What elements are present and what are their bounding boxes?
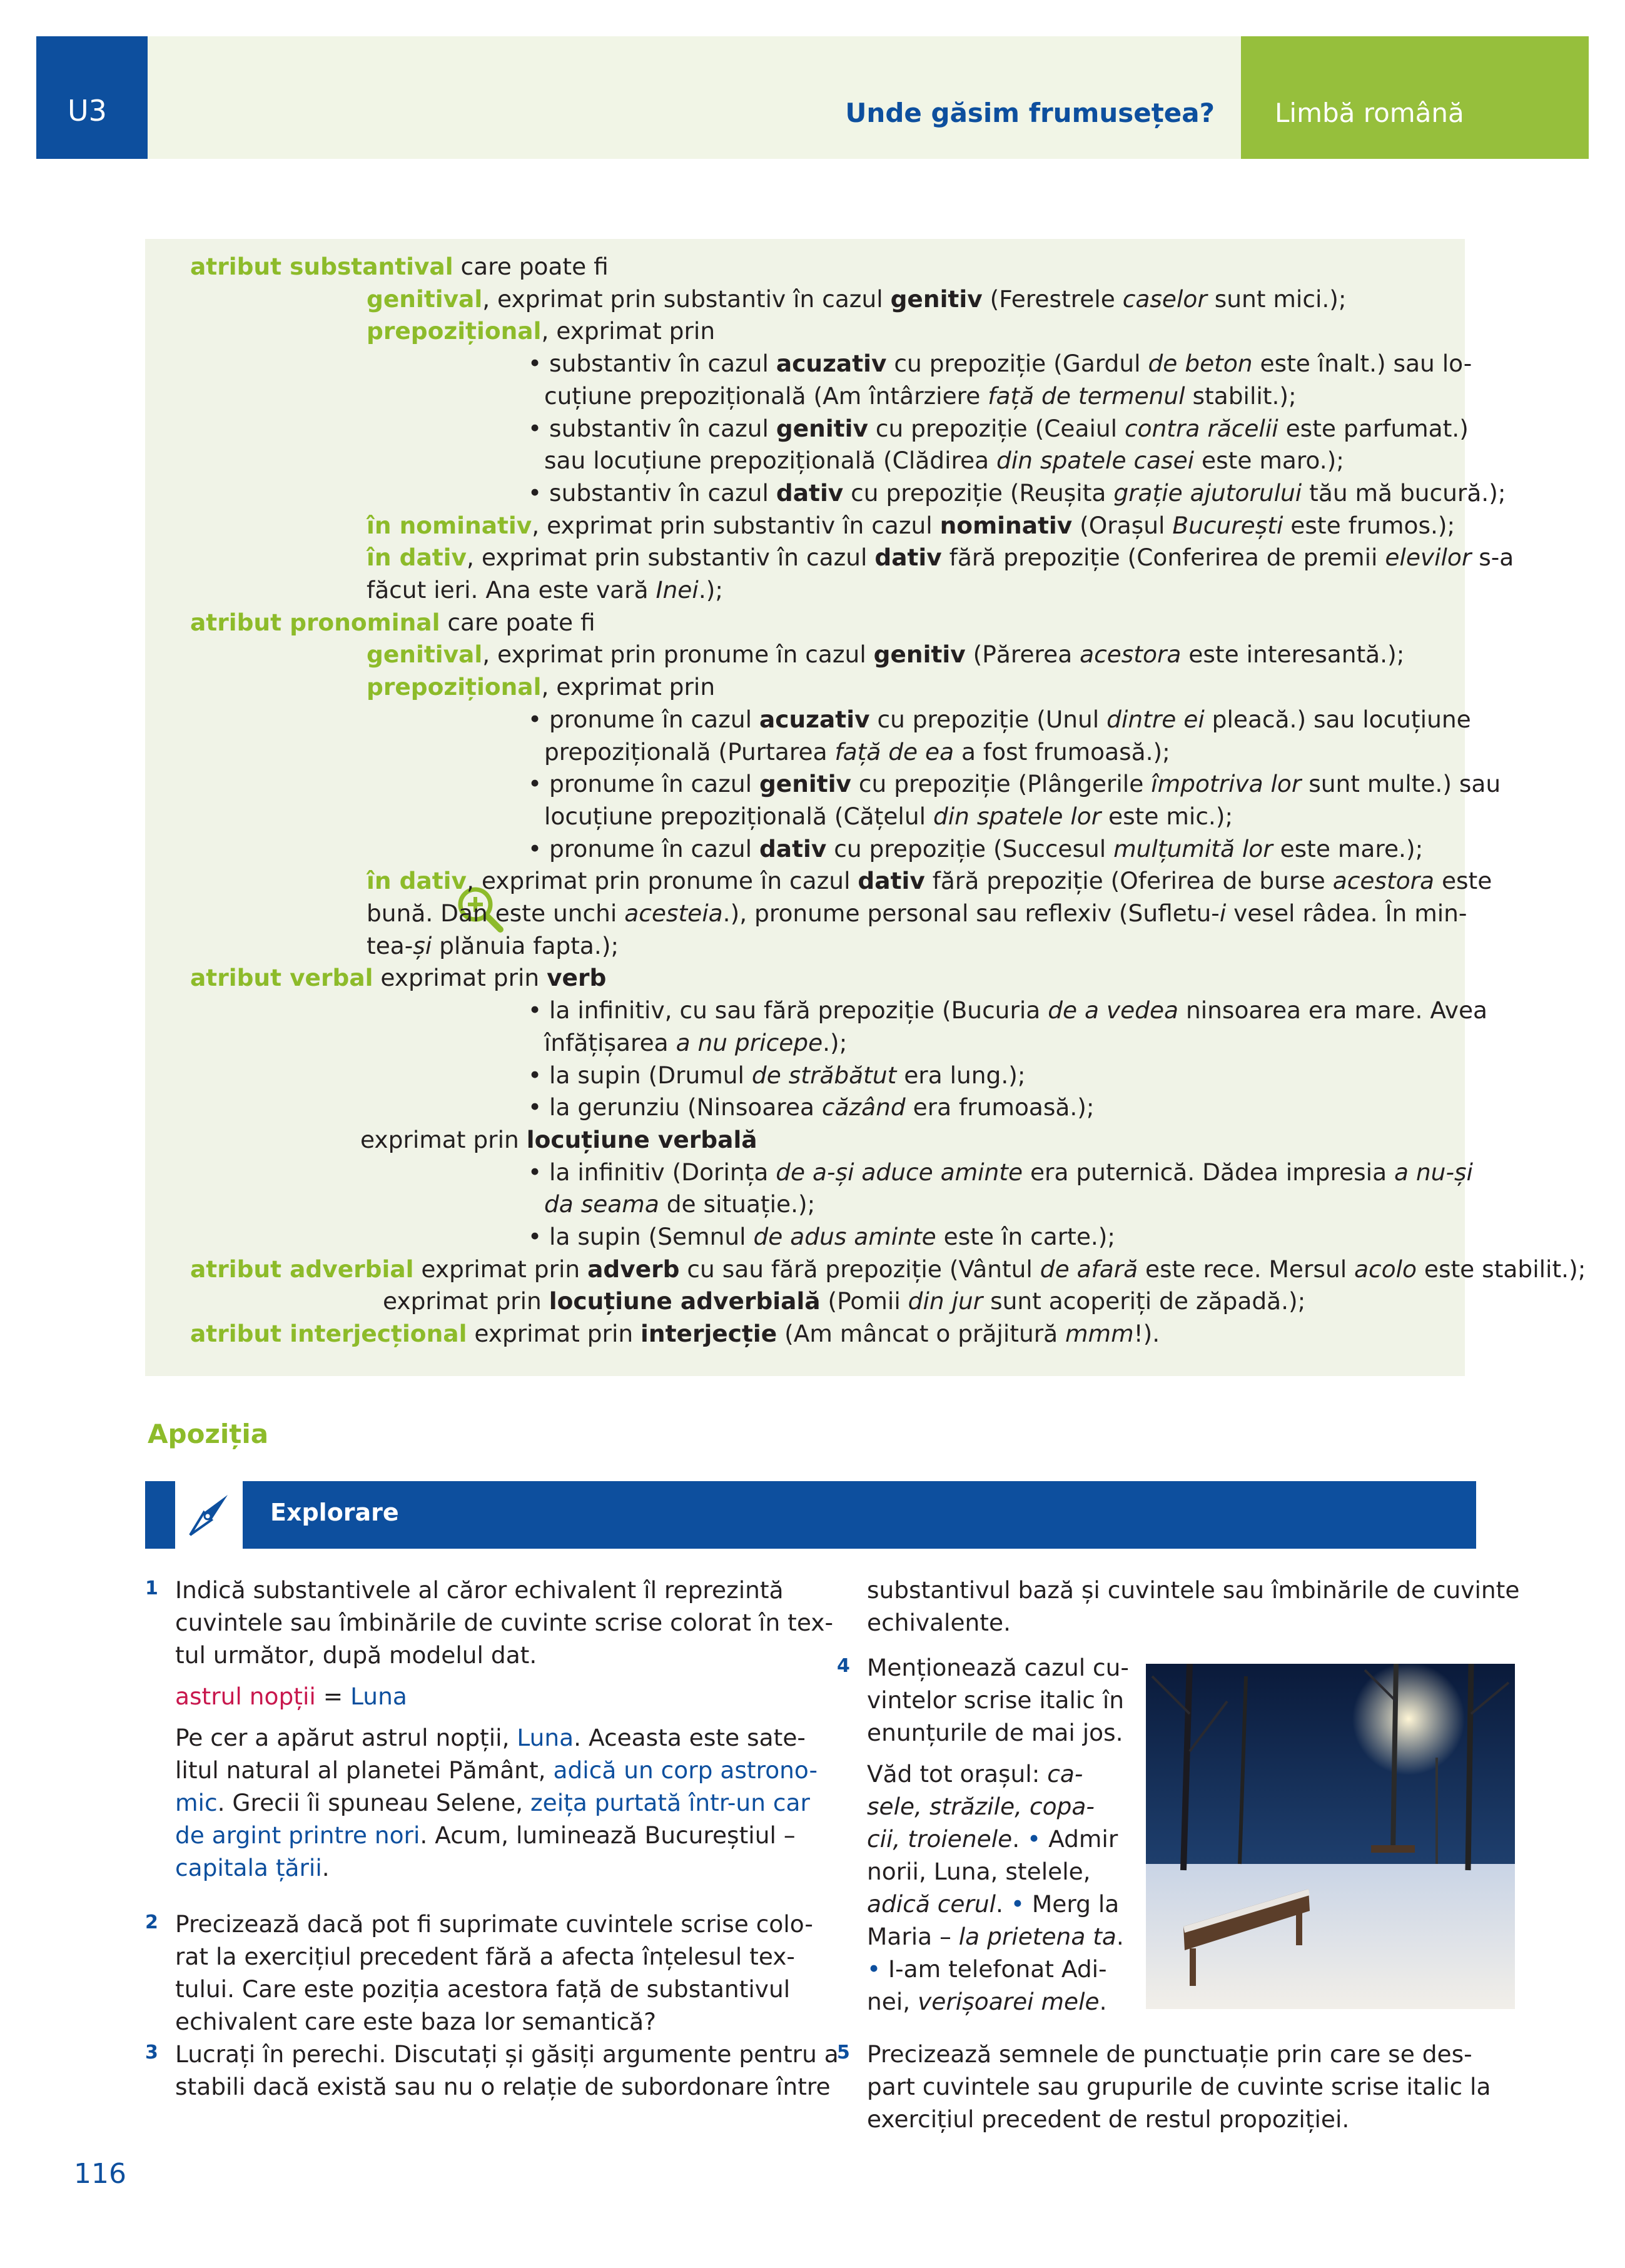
text-line xyxy=(175,1908,813,1940)
theory-box xyxy=(145,239,1586,1376)
text-run: sunt mici.); xyxy=(1207,285,1347,313)
text-run: cu prepoziție (Gardul xyxy=(886,350,1148,378)
explore-label: Explorare xyxy=(270,1499,399,1526)
text-run: în nominativ xyxy=(367,511,532,539)
text-run: . Aceasta este sate- xyxy=(574,1724,806,1751)
text-line xyxy=(190,250,609,283)
text-run: Inei xyxy=(656,576,699,604)
text-run: cu prepoziție (Ceaiul xyxy=(868,414,1125,442)
text-run: de a vedea xyxy=(1048,996,1179,1025)
text-run: Menționează cazul cu- xyxy=(867,1654,1129,1681)
text-line xyxy=(528,833,1423,865)
text-run: mulțumită lor xyxy=(1113,834,1273,863)
text-line xyxy=(175,1786,810,1819)
text-run: . xyxy=(1012,1825,1028,1853)
text-run: da seama xyxy=(544,1190,659,1218)
text-run: , exprimat prin pronume în cazul xyxy=(482,640,874,669)
text-run: a nu pricepe xyxy=(676,1028,823,1056)
text-run: , exprimat prin pronume în cazul xyxy=(466,867,858,895)
text-run: • la supin (Semnul xyxy=(528,1223,754,1250)
text-run: Văd tot orașul: xyxy=(867,1760,1048,1788)
text-line xyxy=(175,1721,806,1754)
text-line xyxy=(367,283,1347,315)
winter-park-photo xyxy=(1146,1664,1515,2009)
text-line xyxy=(367,541,1514,574)
text-run: cu sau fără prepoziție (Vântul xyxy=(679,1255,1040,1283)
text-run: adverb xyxy=(587,1255,680,1283)
text-run: caselor xyxy=(1122,285,1207,313)
text-run: locuțiune prepozițională (Cățelul xyxy=(544,802,933,830)
text-run: sunt multe.) sau xyxy=(1301,770,1501,798)
text-line xyxy=(190,1317,1160,1350)
text-line xyxy=(528,703,1471,736)
text-run: a nu-și xyxy=(1394,1158,1473,1186)
text-run: acuzativ xyxy=(759,705,870,733)
text-run: Maria – xyxy=(867,1923,959,1950)
text-run: Luna xyxy=(517,1724,574,1751)
text-run: cu prepoziție (Unul xyxy=(869,705,1107,733)
text-run: • pronume în cazul xyxy=(528,770,759,798)
text-run: era puternică. Dădea impresia xyxy=(1023,1158,1395,1186)
text-run: dativ xyxy=(874,544,942,572)
text-run: acesteia xyxy=(624,899,723,927)
text-run: interjecție xyxy=(640,1320,777,1348)
text-run: în dativ xyxy=(367,544,467,572)
text-run: contra răcelii xyxy=(1124,414,1278,442)
text-run: de argint printre nori xyxy=(175,1821,420,1849)
text-run: este interesantă.); xyxy=(1181,640,1405,669)
text-line xyxy=(175,1973,790,2005)
text-run: • substantiv în cazul xyxy=(528,478,776,507)
text-line xyxy=(528,994,1487,1026)
text-run: dativ xyxy=(858,867,925,895)
text-line xyxy=(544,800,1233,833)
text-run: norii, Luna, stelele, xyxy=(867,1858,1091,1885)
text-line xyxy=(544,1026,847,1059)
text-line xyxy=(367,929,619,962)
text-run: substantivul bază și cuvintele sau îmbinările de cuvinte xyxy=(867,1576,1520,1604)
text-run: fără prepoziție (Conferirea de premii xyxy=(941,544,1385,572)
text-line xyxy=(867,1790,1095,1823)
text-line xyxy=(544,736,1170,768)
text-line xyxy=(175,1819,796,1851)
unit-label: U3 xyxy=(68,94,107,128)
text-run: = xyxy=(315,1683,351,1710)
text-line xyxy=(190,961,606,994)
text-run: cu prepoziție (Reușita xyxy=(843,478,1114,507)
text-line xyxy=(528,1059,1026,1091)
exercise-number: 3 xyxy=(145,2042,158,2063)
text-run: acolo xyxy=(1354,1255,1417,1283)
text-run: exprimat prin xyxy=(413,1255,588,1283)
text-run: echivalente. xyxy=(867,1609,1011,1636)
text-run: este mic.); xyxy=(1101,802,1233,830)
text-run: genitiv xyxy=(873,640,966,669)
text-run: tul următor, după modelul dat. xyxy=(175,1641,537,1669)
text-run: atribut pronominal xyxy=(190,608,440,636)
text-run: stabili dacă există sau nu o relație de subordonare între xyxy=(175,2073,831,2100)
text-run: tău mă bucură.); xyxy=(1302,478,1506,507)
text-line xyxy=(367,509,1455,542)
text-run: de afară xyxy=(1040,1255,1138,1283)
text-run: • pronume în cazul xyxy=(528,834,759,863)
text-line xyxy=(528,412,1469,445)
text-run: (Ferestrele xyxy=(982,285,1123,313)
text-run: adică un corp astrono- xyxy=(553,1756,818,1784)
text-run: și xyxy=(413,931,432,959)
text-run: vintelor scrise italic în xyxy=(867,1686,1125,1714)
text-run: atribut verbal xyxy=(190,964,373,992)
text-run: , exprimat prin substantiv în cazul xyxy=(466,544,875,572)
text-run: (Am mâncat o prăjitură xyxy=(777,1320,1066,1348)
text-run: .); xyxy=(698,576,723,604)
text-run: exercițiul precedent de restul propoziției. xyxy=(867,2105,1350,2133)
text-run: i xyxy=(1219,899,1227,927)
page-number: 116 xyxy=(74,2158,126,2190)
subject-badge xyxy=(1241,36,1589,159)
exercise-number: 5 xyxy=(837,2042,850,2063)
text-line xyxy=(367,897,1467,929)
text-run: • xyxy=(1027,1825,1041,1853)
text-line xyxy=(367,315,715,347)
text-run: verișoarei mele xyxy=(918,1988,1100,2015)
text-run: era lung.); xyxy=(896,1061,1026,1089)
text-run: este stabilit.); xyxy=(1416,1255,1586,1283)
text-line xyxy=(544,1188,815,1220)
text-run: • xyxy=(867,1955,881,1983)
text-run: prepozițional xyxy=(367,317,542,345)
text-line xyxy=(175,1680,407,1713)
text-run: sele, străzile, copa- xyxy=(867,1793,1095,1820)
text-run: este frumos.); xyxy=(1283,511,1455,539)
text-run: • substantiv în cazul xyxy=(528,414,776,442)
text-line xyxy=(528,1091,1095,1123)
text-run: de adus aminte xyxy=(753,1223,936,1250)
text-run: (Părerea xyxy=(965,640,1080,669)
text-run: adică cerul xyxy=(867,1890,996,1918)
text-run: vesel râdea. În min- xyxy=(1226,899,1467,927)
text-run: înfățișarea xyxy=(544,1028,676,1056)
text-run: față de ea xyxy=(834,737,954,766)
text-run: sunt acoperiți de zăpadă.); xyxy=(983,1287,1306,1315)
text-run: ninsoarea era mare. Avea xyxy=(1178,996,1488,1025)
text-run: Lucrați în perechi. Discutați și găsiți argumente pentru a xyxy=(175,2040,839,2068)
text-line xyxy=(367,671,715,703)
text-line xyxy=(528,477,1506,509)
text-run: este în carte.); xyxy=(936,1223,1116,1250)
text-run: tea- xyxy=(367,931,413,959)
text-run: exprimat prin xyxy=(373,964,547,992)
text-run: . xyxy=(321,1854,330,1881)
text-run: la prietena ta xyxy=(958,1923,1116,1950)
text-line xyxy=(528,1220,1115,1253)
text-run: Luna xyxy=(350,1683,407,1710)
text-line xyxy=(867,1920,1124,1953)
text-run: exprimat prin xyxy=(383,1287,549,1315)
text-run: verb xyxy=(547,964,607,992)
text-line xyxy=(867,1684,1124,1716)
text-run: elevilor xyxy=(1385,544,1472,572)
text-run: din jur xyxy=(908,1287,983,1315)
text-run: , exprimat prin substantiv în cazul xyxy=(482,285,891,313)
text-run: fără prepoziție (Oferirea de burse xyxy=(924,867,1333,895)
text-run: atribut interjecțional xyxy=(190,1320,467,1348)
text-run: care poate fi xyxy=(453,253,609,280)
text-run: tului. Care este poziția acestora față de substantivul xyxy=(175,1975,791,2003)
text-run: stabilit.); xyxy=(1185,382,1297,410)
text-run: .); xyxy=(823,1028,848,1056)
text-run: . Grecii îi spuneau Selene, xyxy=(217,1789,530,1816)
text-run: • pronume în cazul xyxy=(528,705,759,733)
text-run: dativ xyxy=(776,478,844,507)
text-line xyxy=(175,2005,656,2038)
unit-badge xyxy=(36,36,148,159)
header-bar xyxy=(148,36,1241,159)
text-run: . xyxy=(996,1890,1011,1918)
text-line xyxy=(175,1606,833,1639)
text-run: locuțiune verbală xyxy=(526,1125,757,1153)
text-line xyxy=(867,1985,1107,2018)
text-run: din spatele lor xyxy=(933,802,1101,830)
text-run: nei, xyxy=(867,1988,918,2015)
text-run: acestora xyxy=(1080,640,1182,669)
text-run: cu prepoziție (Succesul xyxy=(826,834,1114,863)
text-line xyxy=(867,1888,1119,1920)
text-run: litul natural al planetei Pământ, xyxy=(175,1756,554,1784)
text-run: I-am telefonat Adi- xyxy=(881,1955,1107,1983)
exercise-number: 1 xyxy=(145,1577,158,1599)
text-run: față de termenul xyxy=(988,382,1185,410)
text-run: rat la exercițiul precedent fără a afecta înțelesul tex- xyxy=(175,1943,795,1970)
text-run: Precizează dacă pot fi suprimate cuvintele scrise colo- xyxy=(175,1910,813,1938)
text-run: a fost frumoasă.); xyxy=(954,737,1170,766)
text-run: făcut ieri. Ana este vară xyxy=(367,576,656,604)
text-run: prepozițional xyxy=(367,673,542,701)
text-run: , exprimat prin substantiv în cazul xyxy=(532,511,940,539)
text-run: prepozițională (Purtarea xyxy=(544,737,835,766)
text-run: (Orașul xyxy=(1072,511,1173,539)
text-run: sau locuțiune prepozițională (Clădirea xyxy=(544,447,997,475)
text-run: de beton xyxy=(1148,350,1253,378)
text-line xyxy=(367,574,723,606)
text-run: echivalent care este baza lor semantică? xyxy=(175,2008,656,2035)
text-run: este rece. Mersul xyxy=(1138,1255,1355,1283)
text-run: Admir xyxy=(1041,1825,1118,1853)
text-run: exprimat prin xyxy=(360,1125,527,1153)
text-run: pleacă.) sau locuțiune xyxy=(1204,705,1471,733)
text-line xyxy=(367,864,1492,897)
text-run: , exprimat prin xyxy=(541,673,716,701)
text-run: atribut substantival xyxy=(190,253,453,280)
text-run: căzând xyxy=(821,1093,906,1121)
exercise-number: 4 xyxy=(837,1655,850,1677)
text-run: genitiv xyxy=(776,414,868,442)
text-run: . Acum, luminează Bucureștiul – xyxy=(420,1821,796,1849)
text-run: • xyxy=(1010,1890,1025,1918)
text-run: cuvintele sau îmbinările de cuvinte scrise colorat în tex- xyxy=(175,1609,833,1636)
text-run: astrul nopții xyxy=(175,1683,316,1710)
text-run: este înalt.) sau lo- xyxy=(1252,350,1472,378)
text-run: grație ajutorului xyxy=(1113,478,1302,507)
text-run: de situație.); xyxy=(659,1190,816,1218)
text-run: de străbătut xyxy=(751,1061,897,1089)
text-run: part cuvintele sau grupurile de cuvinte scrise italic la xyxy=(867,2073,1491,2100)
text-run: • la infinitiv, cu sau fără prepoziție (Bucuria xyxy=(528,996,1048,1025)
text-run: mic xyxy=(175,1789,218,1816)
explore-icon-box xyxy=(175,1481,243,1549)
text-run: din spatele casei xyxy=(996,447,1195,475)
text-run: cii, troienele xyxy=(867,1825,1013,1853)
text-run: zeița purtată într-un car xyxy=(530,1789,810,1816)
text-line xyxy=(190,1253,1586,1285)
text-line xyxy=(528,767,1501,800)
text-line xyxy=(528,347,1472,380)
text-line xyxy=(867,1953,1107,1985)
text-line xyxy=(544,444,1344,477)
text-line xyxy=(175,1940,795,1973)
text-line xyxy=(175,1574,784,1606)
text-run: plănuia fapta.); xyxy=(432,931,619,959)
text-run: Precizează semnele de punctuație prin care se des- xyxy=(867,2040,1472,2068)
text-run: • la gerunziu (Ninsoarea xyxy=(528,1093,822,1121)
text-run: care poate fi xyxy=(440,608,595,636)
exercise-number: 2 xyxy=(145,1911,158,1933)
text-run: Pe cer a apărut astrul nopții, xyxy=(175,1724,517,1751)
text-run: . xyxy=(1116,1923,1124,1950)
text-run: genitival xyxy=(367,285,483,313)
text-run: locuțiune adverbială xyxy=(549,1287,821,1315)
text-run: acuzativ xyxy=(776,350,887,378)
text-line xyxy=(175,2070,831,2103)
text-run: !). xyxy=(1133,1320,1160,1348)
chapter-title: Unde găsim frumusețea? xyxy=(845,98,1215,128)
text-line xyxy=(360,1123,757,1156)
text-run: de a-și aduce aminte xyxy=(776,1158,1023,1186)
text-line xyxy=(383,1285,1305,1317)
text-run: cuțiune prepozițională (Am întârziere xyxy=(544,382,988,410)
compass-icon xyxy=(175,1481,243,1549)
text-run: (Pomii xyxy=(820,1287,908,1315)
text-line xyxy=(867,2103,1349,2135)
text-line xyxy=(190,606,595,639)
text-run: este xyxy=(1434,867,1492,895)
text-line xyxy=(867,2038,1472,2070)
text-run: atribut adverbial xyxy=(190,1255,414,1283)
text-run: acestora xyxy=(1332,867,1435,895)
text-line xyxy=(867,1574,1519,1606)
text-run: este mare.); xyxy=(1272,834,1424,863)
subject-label: Limbă română xyxy=(1275,98,1464,128)
text-run: enunțurile de mai jos. xyxy=(867,1719,1123,1746)
text-run: împotriva lor xyxy=(1151,770,1302,798)
text-line xyxy=(867,1855,1091,1888)
text-run: era frumoasă.); xyxy=(905,1093,1095,1121)
text-line xyxy=(867,2070,1491,2103)
text-run: București xyxy=(1172,511,1283,539)
text-line xyxy=(867,1823,1118,1855)
text-line xyxy=(867,1606,1011,1639)
text-run: cu prepoziție (Plângerile xyxy=(851,770,1152,798)
text-run: ca- xyxy=(1047,1760,1083,1788)
text-run: este maro.); xyxy=(1194,447,1344,475)
text-run: bună. Dan este unchi xyxy=(367,899,625,927)
text-run: Merg la xyxy=(1024,1890,1120,1918)
text-line xyxy=(867,1716,1123,1749)
text-run: în dativ xyxy=(367,867,467,895)
text-line xyxy=(175,2038,839,2070)
text-run: mmm xyxy=(1065,1320,1134,1348)
text-run: este parfumat.) xyxy=(1278,414,1469,442)
text-run: . xyxy=(1099,1988,1107,2015)
text-run: capitala țării xyxy=(175,1854,322,1881)
text-line xyxy=(867,1651,1129,1684)
text-run: , exprimat prin xyxy=(541,317,716,345)
text-line xyxy=(367,638,1404,671)
text-line xyxy=(528,1156,1473,1188)
text-line xyxy=(175,1639,537,1671)
text-run: dintre ei xyxy=(1106,705,1205,733)
text-run: genitiv xyxy=(890,285,983,313)
text-run: Indică substantivele al căror echivalent îl reprezintă xyxy=(175,1576,784,1604)
text-run: genitiv xyxy=(759,770,851,798)
text-line xyxy=(175,1754,818,1786)
text-run: s-a xyxy=(1471,544,1514,572)
text-line xyxy=(175,1851,330,1884)
text-run: nominativ xyxy=(939,511,1073,539)
text-run: • substantiv în cazul xyxy=(528,350,776,378)
text-run: • la supin (Drumul xyxy=(528,1061,752,1089)
section-title: Apoziția xyxy=(148,1419,269,1449)
text-run: exprimat prin xyxy=(467,1320,641,1348)
text-line xyxy=(544,380,1297,412)
text-line xyxy=(867,1758,1083,1790)
text-run: genitival xyxy=(367,640,483,669)
text-run: .), pronume personal sau reflexiv (Sufletu- xyxy=(722,899,1220,927)
text-run: dativ xyxy=(759,834,827,863)
text-run: • la infinitiv (Dorința xyxy=(528,1158,776,1186)
